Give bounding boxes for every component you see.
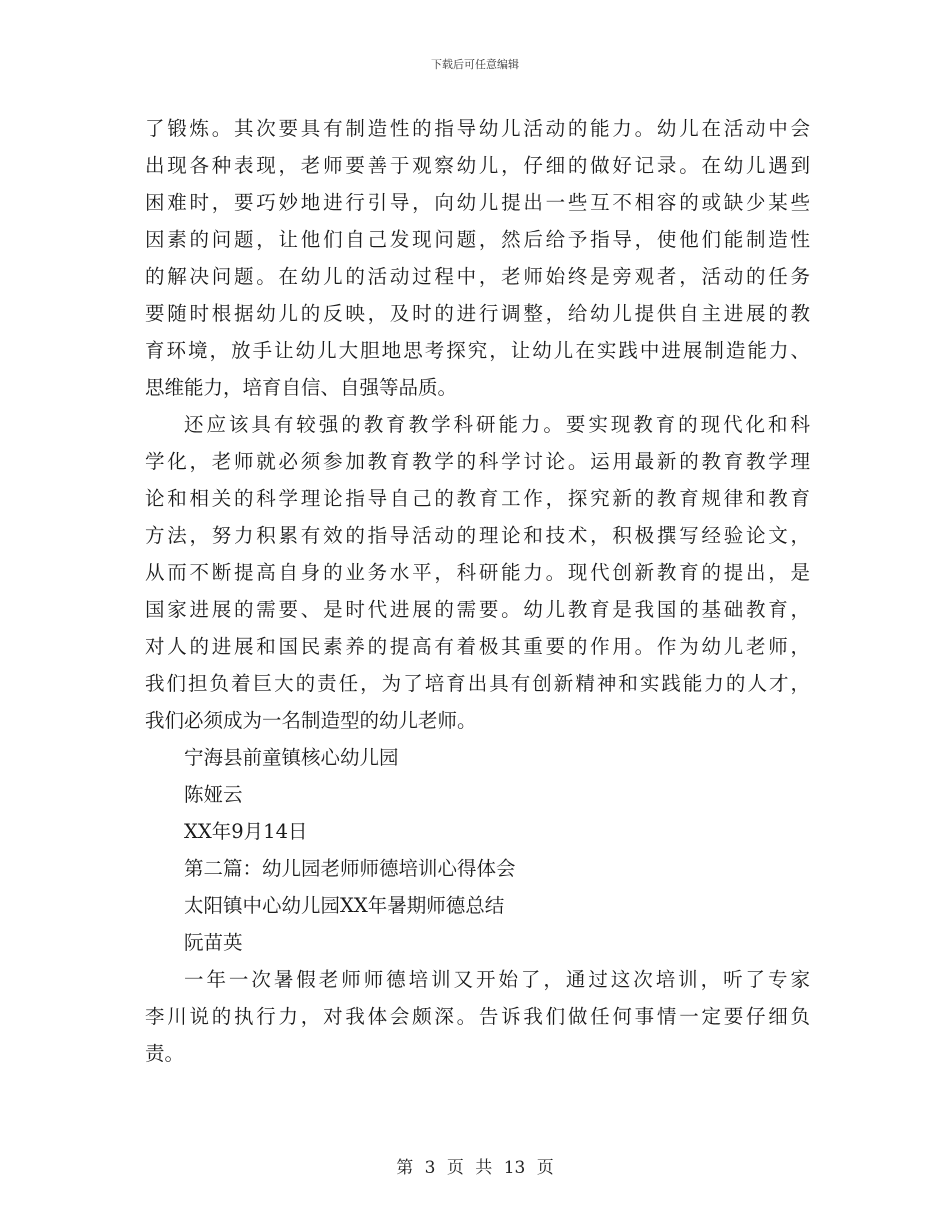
text-line: 了锻炼。其次要具有制造性的指导幼儿活动的能力。幼儿在活动中会 <box>145 117 810 140</box>
text-line: 我们担负着巨大的责任，为了培育出具有创新精神和实践能力的人才， <box>145 672 810 695</box>
page-header: 下载后可任意编辑 <box>431 58 519 71</box>
text-line: 困难时，要巧妙地进行引导，向幼儿提出一些互不相容的或缺少某些 <box>145 191 810 214</box>
text-line: 国家进展的需要、是时代进展的需要。幼儿教育是我国的基础教育， <box>145 598 810 621</box>
text-line: 思维能力，培育自信、自强等品质。 <box>145 376 458 399</box>
signature-organization: 宁海县前童镇核心幼儿园 <box>184 746 399 769</box>
text-line: 因素的问题，让他们自己发现问题，然后给予指导，使他们能制造性 <box>145 228 810 251</box>
paragraph-3 <box>145 961 810 1072</box>
paragraph-2 <box>145 406 810 739</box>
paragraph-1 <box>145 110 810 406</box>
text-line: 论和相关的科学理论指导自己的教育工作，探究新的教育规律和教育 <box>145 487 810 510</box>
text-line: 对人的进展和国民素养的提高有着极其重要的作用。作为幼儿老师， <box>145 635 810 658</box>
page-footer: 第 3 页 共 13 页 <box>396 1158 554 1178</box>
signature-date: XX年9月14日 <box>184 820 308 843</box>
text-line: 责。 <box>145 1042 185 1065</box>
document-body <box>145 110 810 1072</box>
section-organization: 太阳镇中心幼儿园XX年暑期师德总结 <box>184 894 505 917</box>
text-line: 出现各种表现，老师要善于观察幼儿，仔细的做好记录。在幼儿遇到 <box>145 154 810 177</box>
text-line: 李川说的执行力，对我体会颇深。告诉我们做任何事情一定要仔细负 <box>145 1005 810 1028</box>
text-line: 要随时根据幼儿的反映，及时的进行调整，给幼儿提供自主进展的教 <box>145 302 810 325</box>
section-author: 阮苗英 <box>184 931 243 954</box>
signature-name: 陈娅云 <box>184 783 243 806</box>
text-line: 我们必须成为一名制造型的幼儿老师。 <box>145 709 477 732</box>
text-line: 方法，努力积累有效的指导活动的理论和技术，积极撰写经验论文， <box>145 524 810 547</box>
text-line: 学化，老师就必须参加教育教学的科学讨论。运用最新的教育教学理 <box>145 450 810 473</box>
text-line: 的解决问题。在幼儿的活动过程中，老师始终是旁观者，活动的任务 <box>145 265 810 288</box>
section-title: 第二篇：幼儿园老师师德培训心得体会 <box>184 857 516 880</box>
text-line: 育环境，放手让幼儿大胆地思考探究，让幼儿在实践中进展制造能力、 <box>145 339 810 362</box>
text-line: 还应该具有较强的教育教学科研能力。要实现教育的现代化和科 <box>184 413 810 436</box>
text-line: 一年一次暑假老师师德培训又开始了，通过这次培训，听了专家 <box>184 968 810 991</box>
text-line: 从而不断提高自身的业务水平，科研能力。现代创新教育的提出，是 <box>145 561 810 584</box>
